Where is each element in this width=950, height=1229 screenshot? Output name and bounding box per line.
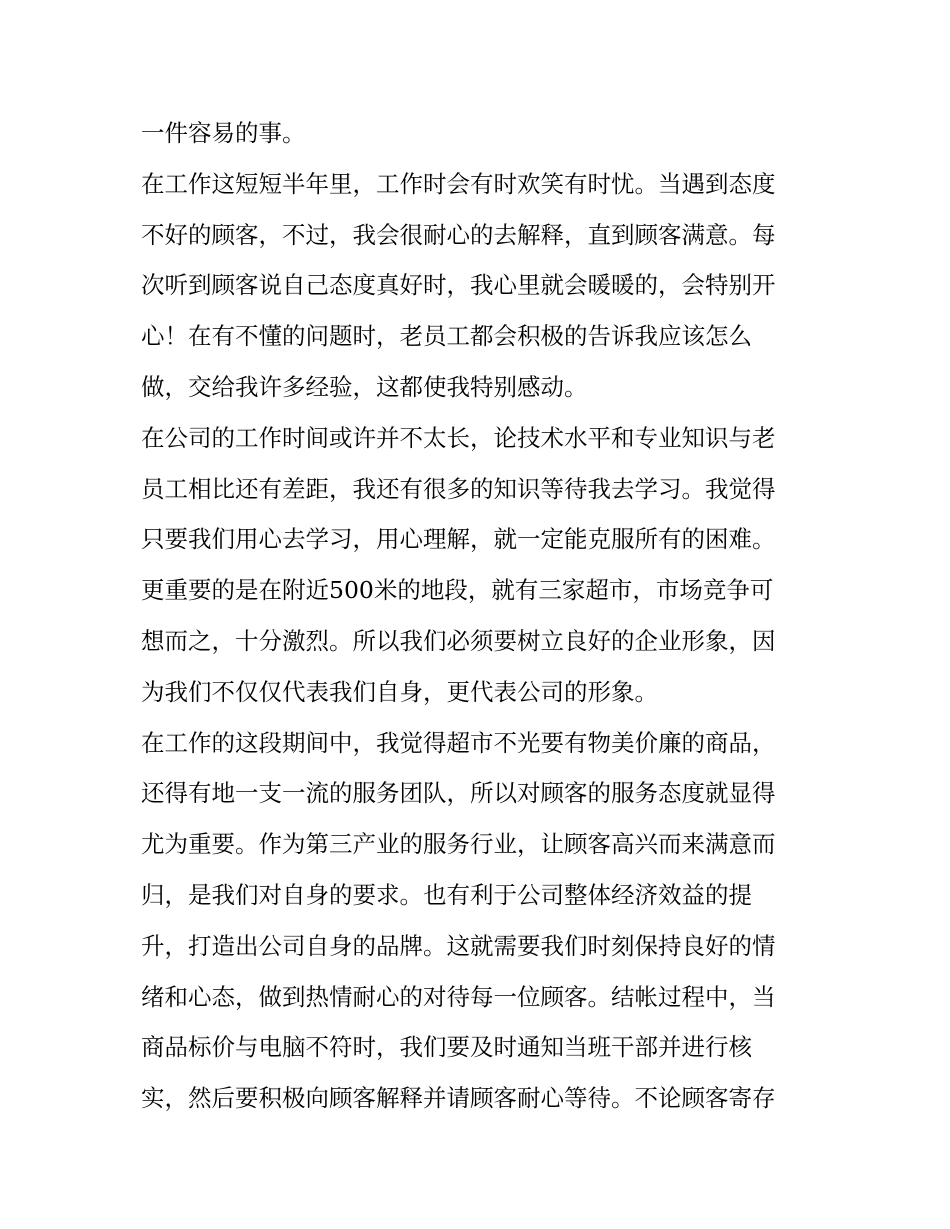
text-line: 在公司的工作时间或许并不太长，论技术水平和专业知识与老 — [141, 423, 776, 452]
text-line: 做，交给我许多经验，这都使我特别感动。 — [141, 372, 588, 401]
text-line: 心！在有不懂的问题时，老员工都会积极的告诉我应该怎么 — [141, 322, 752, 351]
document-body — [141, 108, 821, 1124]
text-line: 绪和心态，做到热情耐心的对待每一位顾客。结帐过程中，当 — [141, 982, 776, 1011]
text-line: 还得有地一支一流的服务团队，所以对顾客的服务态度就显得 — [141, 779, 776, 808]
text-line: 尤为重要。作为第三产业的服务行业，让顾客高兴而来满意而 — [141, 830, 776, 859]
text-line: 实，然后要积极向顾客解释并请顾客耐心等待。不论顾客寄存 — [141, 1084, 776, 1113]
text-line: 升，打造出公司自身的品牌。这就需要我们时刻保持良好的情 — [141, 931, 776, 960]
text-line: 商品标价与电脑不符时，我们要及时通知当班干部并进行核 — [141, 1033, 752, 1062]
text-line: 不好的顾客，不过，我会很耐心的去解释，直到顾客满意。每 — [141, 220, 776, 249]
text-line: 想而之，十分激烈。所以我们必须要树立良好的企业形象，因 — [141, 626, 776, 655]
text-line: 更重要的是在附近500米的地段，就有三家超市，市场竞争可 — [141, 576, 774, 605]
text-line: 归，是我们对自身的要求。也有利于公司整体经济效益的提 — [141, 880, 752, 909]
text-line: 为我们不仅仅代表我们自身，更代表公司的形象。 — [141, 677, 658, 706]
text-line: 次听到顾客说自己态度真好时，我心里就会暖暖的，会特别开 — [141, 271, 776, 300]
text-line: 一件容易的事。 — [141, 119, 306, 147]
text-line: 在工作这短短半年里，工作时会有时欢笑有时忧。当遇到态度 — [141, 169, 776, 198]
text-line: 只要我们用心去学习，用心理解，就一定能克服所有的困难。 — [141, 525, 776, 554]
text-line: 员工相比还有差距，我还有很多的知识等待我去学习。我觉得 — [141, 474, 776, 503]
text-line: 在工作的这段期间中，我觉得超市不光要有物美价廉的商品， — [141, 728, 776, 757]
